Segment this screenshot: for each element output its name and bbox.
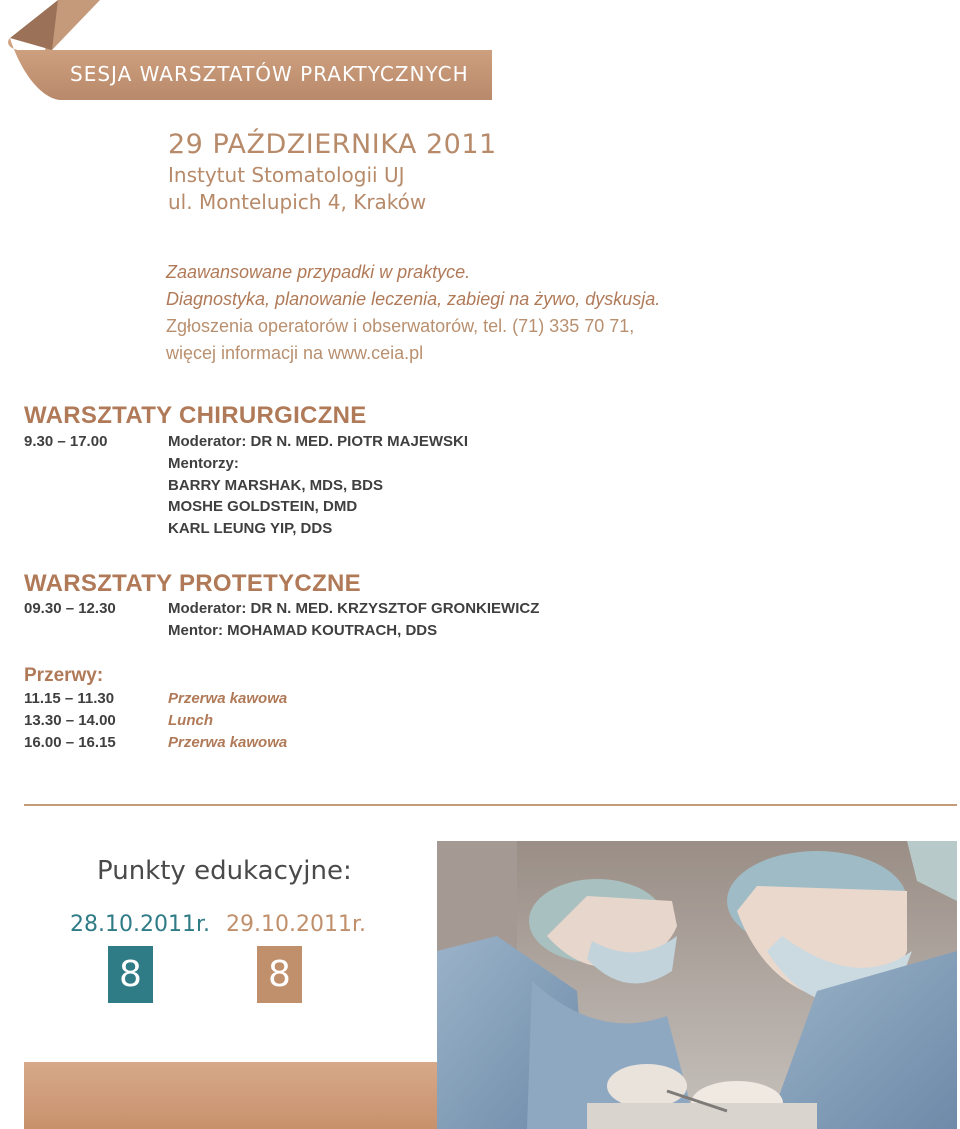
header-banner [0, 0, 520, 110]
surgery-photo [437, 841, 957, 1129]
event-venue: Instytut Stomatologii UJ [168, 163, 405, 187]
points-value-day1: 8 [108, 946, 153, 1003]
event-date: 29 PAŹDZIERNIKA 2011 [168, 129, 497, 160]
banner-ribbon-graphic [0, 0, 520, 110]
decorative-band [24, 1062, 464, 1129]
surgical-workshops-title: WARSZTATY CHIRURGICZNE [24, 402, 367, 429]
points-date-day1: 28.10.2011r. [70, 912, 210, 937]
breaks-title: Przerwy: [24, 665, 104, 686]
break-row [24, 712, 213, 729]
banner-title: SESJA WARSZTATÓW PRAKTYCZNYCH [70, 62, 469, 86]
intro-line-4: więcej informacji na www.ceia.pl [166, 343, 424, 363]
mentor-item: BARRY MARSHAK, MDS, BDS [168, 476, 384, 494]
break-label: Lunch [168, 712, 213, 729]
prosthetic-workshops-title: WARSZTATY PROTETYCZNE [24, 570, 361, 597]
prosthetic-mentor [168, 620, 437, 642]
break-row [24, 690, 287, 707]
event-address: ul. Montelupich 4, Kraków [168, 190, 427, 214]
prosthetic-moderator: Moderator: DR N. MED. KRZYSZTOF GRONKIEWICZ [168, 600, 540, 617]
mentors-label: Mentorzy: [168, 455, 239, 472]
mentor-item: KARL LEUNG YIP, DDS [168, 519, 333, 537]
intro-line-2: Diagnostyka, planowanie leczenia, zabiegi na żywo, dyskusja. [166, 289, 661, 309]
break-row [24, 734, 287, 751]
event-info [168, 128, 497, 216]
points-date-day2: 29.10.2011r. [226, 912, 366, 937]
surgical-time: 9.30 – 17.00 [24, 433, 108, 450]
surgical-moderator: Moderator: DR N. MED. PIOTR MAJEWSKI [168, 433, 469, 450]
surgical-mentors [168, 453, 383, 539]
break-time: 13.30 – 14.00 [24, 712, 116, 729]
points-value-day2: 8 [257, 946, 302, 1003]
section-divider [24, 804, 957, 806]
prosthetic-mentor-line: Mentor: MOHAMAD KOUTRACH, DDS [168, 622, 438, 639]
intro-line-3: Zgłoszenia operatorów i obserwatorów, tel. (71) 335 70 71, [166, 316, 635, 336]
break-time: 16.00 – 16.15 [24, 734, 116, 751]
intro-line-1: Zaawansowane przypadki w praktyce. [166, 262, 471, 282]
education-points-title: Punkty edukacyjne: [97, 856, 352, 886]
break-time: 11.15 – 11.30 [24, 690, 115, 707]
mentor-item: MOSHE GOLDSTEIN, DMD [168, 498, 358, 515]
break-label: Przerwa kawowa [168, 690, 288, 707]
prosthetic-schedule-row [24, 598, 539, 619]
break-label: Przerwa kawowa [168, 734, 288, 751]
intro-text [166, 259, 660, 367]
prosthetic-time: 09.30 – 12.30 [24, 600, 116, 617]
surgical-schedule-row [24, 431, 468, 452]
